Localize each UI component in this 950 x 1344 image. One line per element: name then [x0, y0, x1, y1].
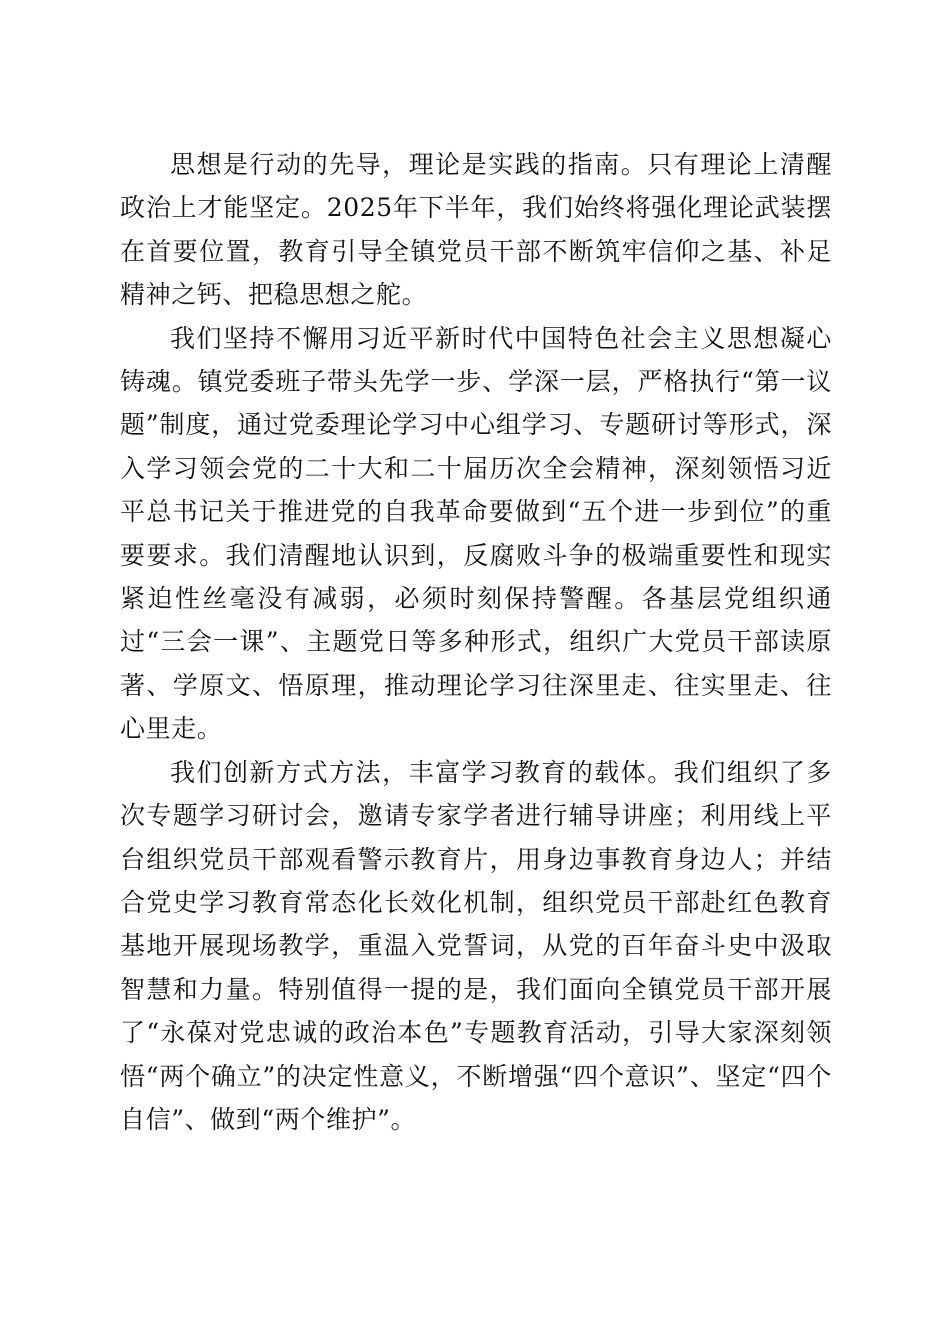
document-body: [120, 143, 832, 1141]
paragraph-xi-thought-study: 我们坚持不懈用习近平新时代中国特色社会主义思想凝心铸魂。镇党委班子带头先学一步、学深一层，严格执行“第一议题”制度，通过党委理论学习中心组学习、专题研讨等形式，深入学习领会党的二十大和二十届历次全会精神，深刻领悟习近平总书记关于推进党的自我革命要做到“五个进一步到位”的重要要求。我们清醒地认识到，反腐败斗争的极端重要性和现实紧迫性丝毫没有减弱，必须时刻保持警醒。各基层党组织通过“三会一课”、主题党日等多种形式，组织广大党员干部读原著、学原文、悟原理，推动理论学习往深里走、往实里走、往心里走。: [120, 323, 832, 744]
paragraph-innovative-methods: 我们创新方式方法，丰富学习教育的载体。我们组织了多次专题学习研讨会，邀请专家学者进行辅导讲座；利用线上平台组织党员干部观看警示教育片，用身边事教育身边人；并结合党史学习教育常态化长效化机制，组织党员干部赴红色教育基地开展现场教学，重温入党誓词，从党的百年奋斗史中汲取智慧和力量。特别值得一提的是，我们面向全镇党员干部开展了“永葆对党忠诚的政治本色”专题教育活动，引导大家深刻领悟“两个确立”的决定性意义，不断增强“四个意识”、坚定“四个自信”、做到“两个维护”。: [120, 757, 832, 1134]
paragraph-theory-guidance: 思想是行动的先导，理论是实践的指南。只有理论上清醒政治上才能坚定。2025年下半年，我们始终将强化理论武装摆在首要位置，教育引导全镇党员干部不断筑牢信仰之基、补足精神之钙、把稳思想之舵。: [120, 150, 832, 310]
